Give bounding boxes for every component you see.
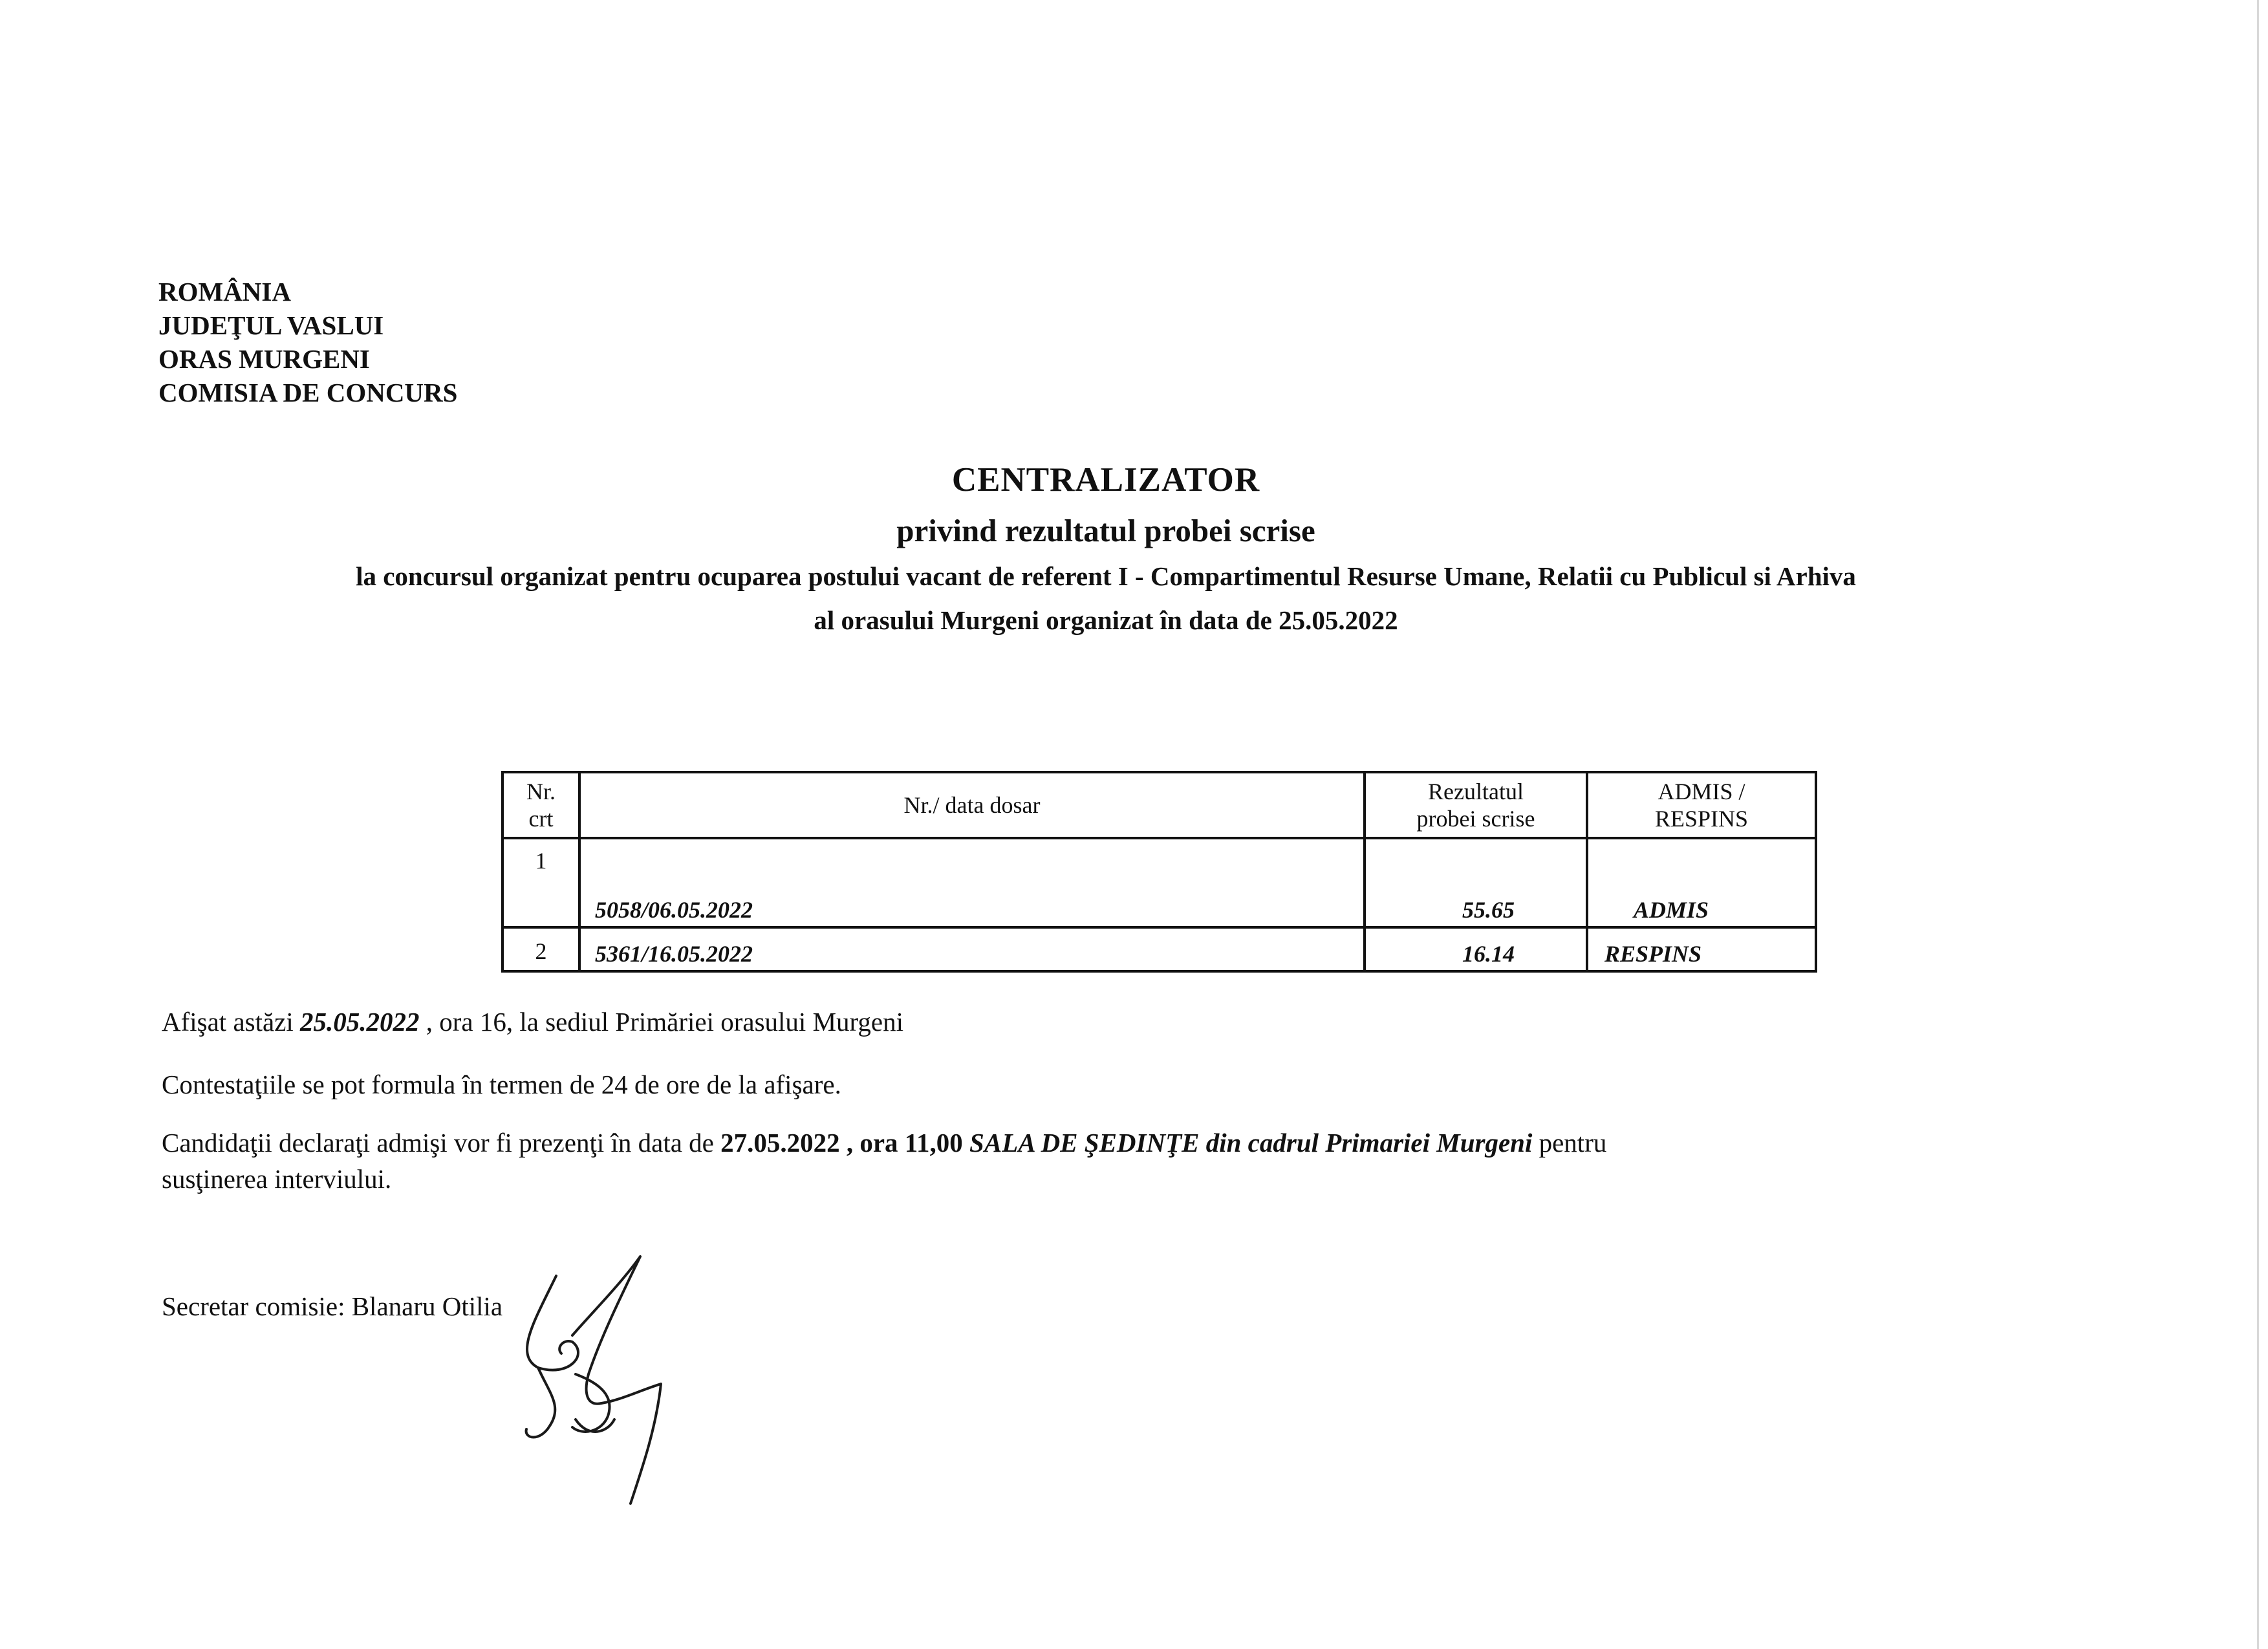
title-block [129, 459, 2082, 640]
header-nr-crt [502, 772, 579, 838]
document-header [158, 275, 457, 409]
candidati-date-time: 27.05.2022 , ora 11,00 [720, 1128, 963, 1158]
table-row [502, 927, 1816, 971]
candidati-paragraph-line2: susţinerea interviului. [162, 1164, 392, 1194]
secretar-line: Secretar comisie: Blanaru Otilia [162, 1291, 503, 1321]
document-title: CENTRALIZATOR [951, 461, 1260, 499]
header-rezultat-line1: Rezultatul [1428, 779, 1524, 804]
scan-edge [2257, 0, 2259, 1649]
candidati-prefix: Candidaţii declaraţi admişi vor fi prezenţi în data de [162, 1128, 721, 1158]
header-nr-crt-line2: crt [528, 806, 554, 832]
document-subtitle: privind rezultatul probei scrise [896, 513, 1315, 548]
header-admis-respins [1587, 772, 1816, 838]
header-county: JUDEŢUL VASLUI [158, 310, 384, 340]
description-line-1: la concursul organizat pentru ocuparea postului vacant de referent I - Compartimentul Resurse Umane, Relatii cu Publicul si Arhiva [356, 561, 1856, 591]
afisat-prefix: Afişat astăzi [162, 1007, 301, 1037]
table-header-row [502, 772, 1816, 838]
candidati-paragraph [162, 1126, 1606, 1159]
row-status: ADMIS [1587, 838, 1816, 927]
row-dosar: 5058/06.05.2022 [579, 838, 1365, 927]
header-rezultat [1365, 772, 1587, 838]
row-nr: 2 [502, 927, 579, 971]
row-dosar: 5361/16.05.2022 [579, 927, 1365, 971]
row-rezultat: 55.65 [1365, 838, 1587, 927]
header-nr-crt-line1: Nr. [526, 779, 556, 804]
afisat-paragraph [162, 1006, 903, 1038]
header-rezultat-line2: probei scrise [1416, 806, 1535, 832]
afisat-suffix: , ora 16, la sediul Primăriei orasului Murgeni [419, 1007, 904, 1037]
row-status: RESPINS [1587, 927, 1816, 971]
afisat-date: 25.05.2022 [300, 1007, 420, 1037]
header-dosar: Nr./ data dosar [579, 772, 1365, 838]
header-admis-line1: ADMIS / [1658, 779, 1745, 804]
contestatii-paragraph: Contestaţiile se pot formula în termen de 24 de ore de la afişare. [162, 1070, 841, 1099]
header-commission: COMISIA DE CONCURS [158, 378, 458, 407]
handwritten-signature [511, 1245, 718, 1516]
header-country: ROMÂNIA [158, 277, 291, 307]
row-nr: 1 [502, 838, 579, 927]
table-row [502, 838, 1816, 927]
header-admis-line2: RESPINS [1654, 806, 1749, 832]
candidati-location: SALA DE ŞEDINŢE din cadrul Primariei Murgeni [962, 1128, 1533, 1158]
description-line-2: al orasului Murgeni organizat în data de 25.05.2022 [814, 605, 1398, 635]
header-town: ORAS MURGENI [158, 344, 370, 374]
candidati-suffix: pentru [1532, 1128, 1607, 1158]
row-rezultat: 16.14 [1365, 927, 1587, 971]
results-table [501, 771, 1817, 973]
